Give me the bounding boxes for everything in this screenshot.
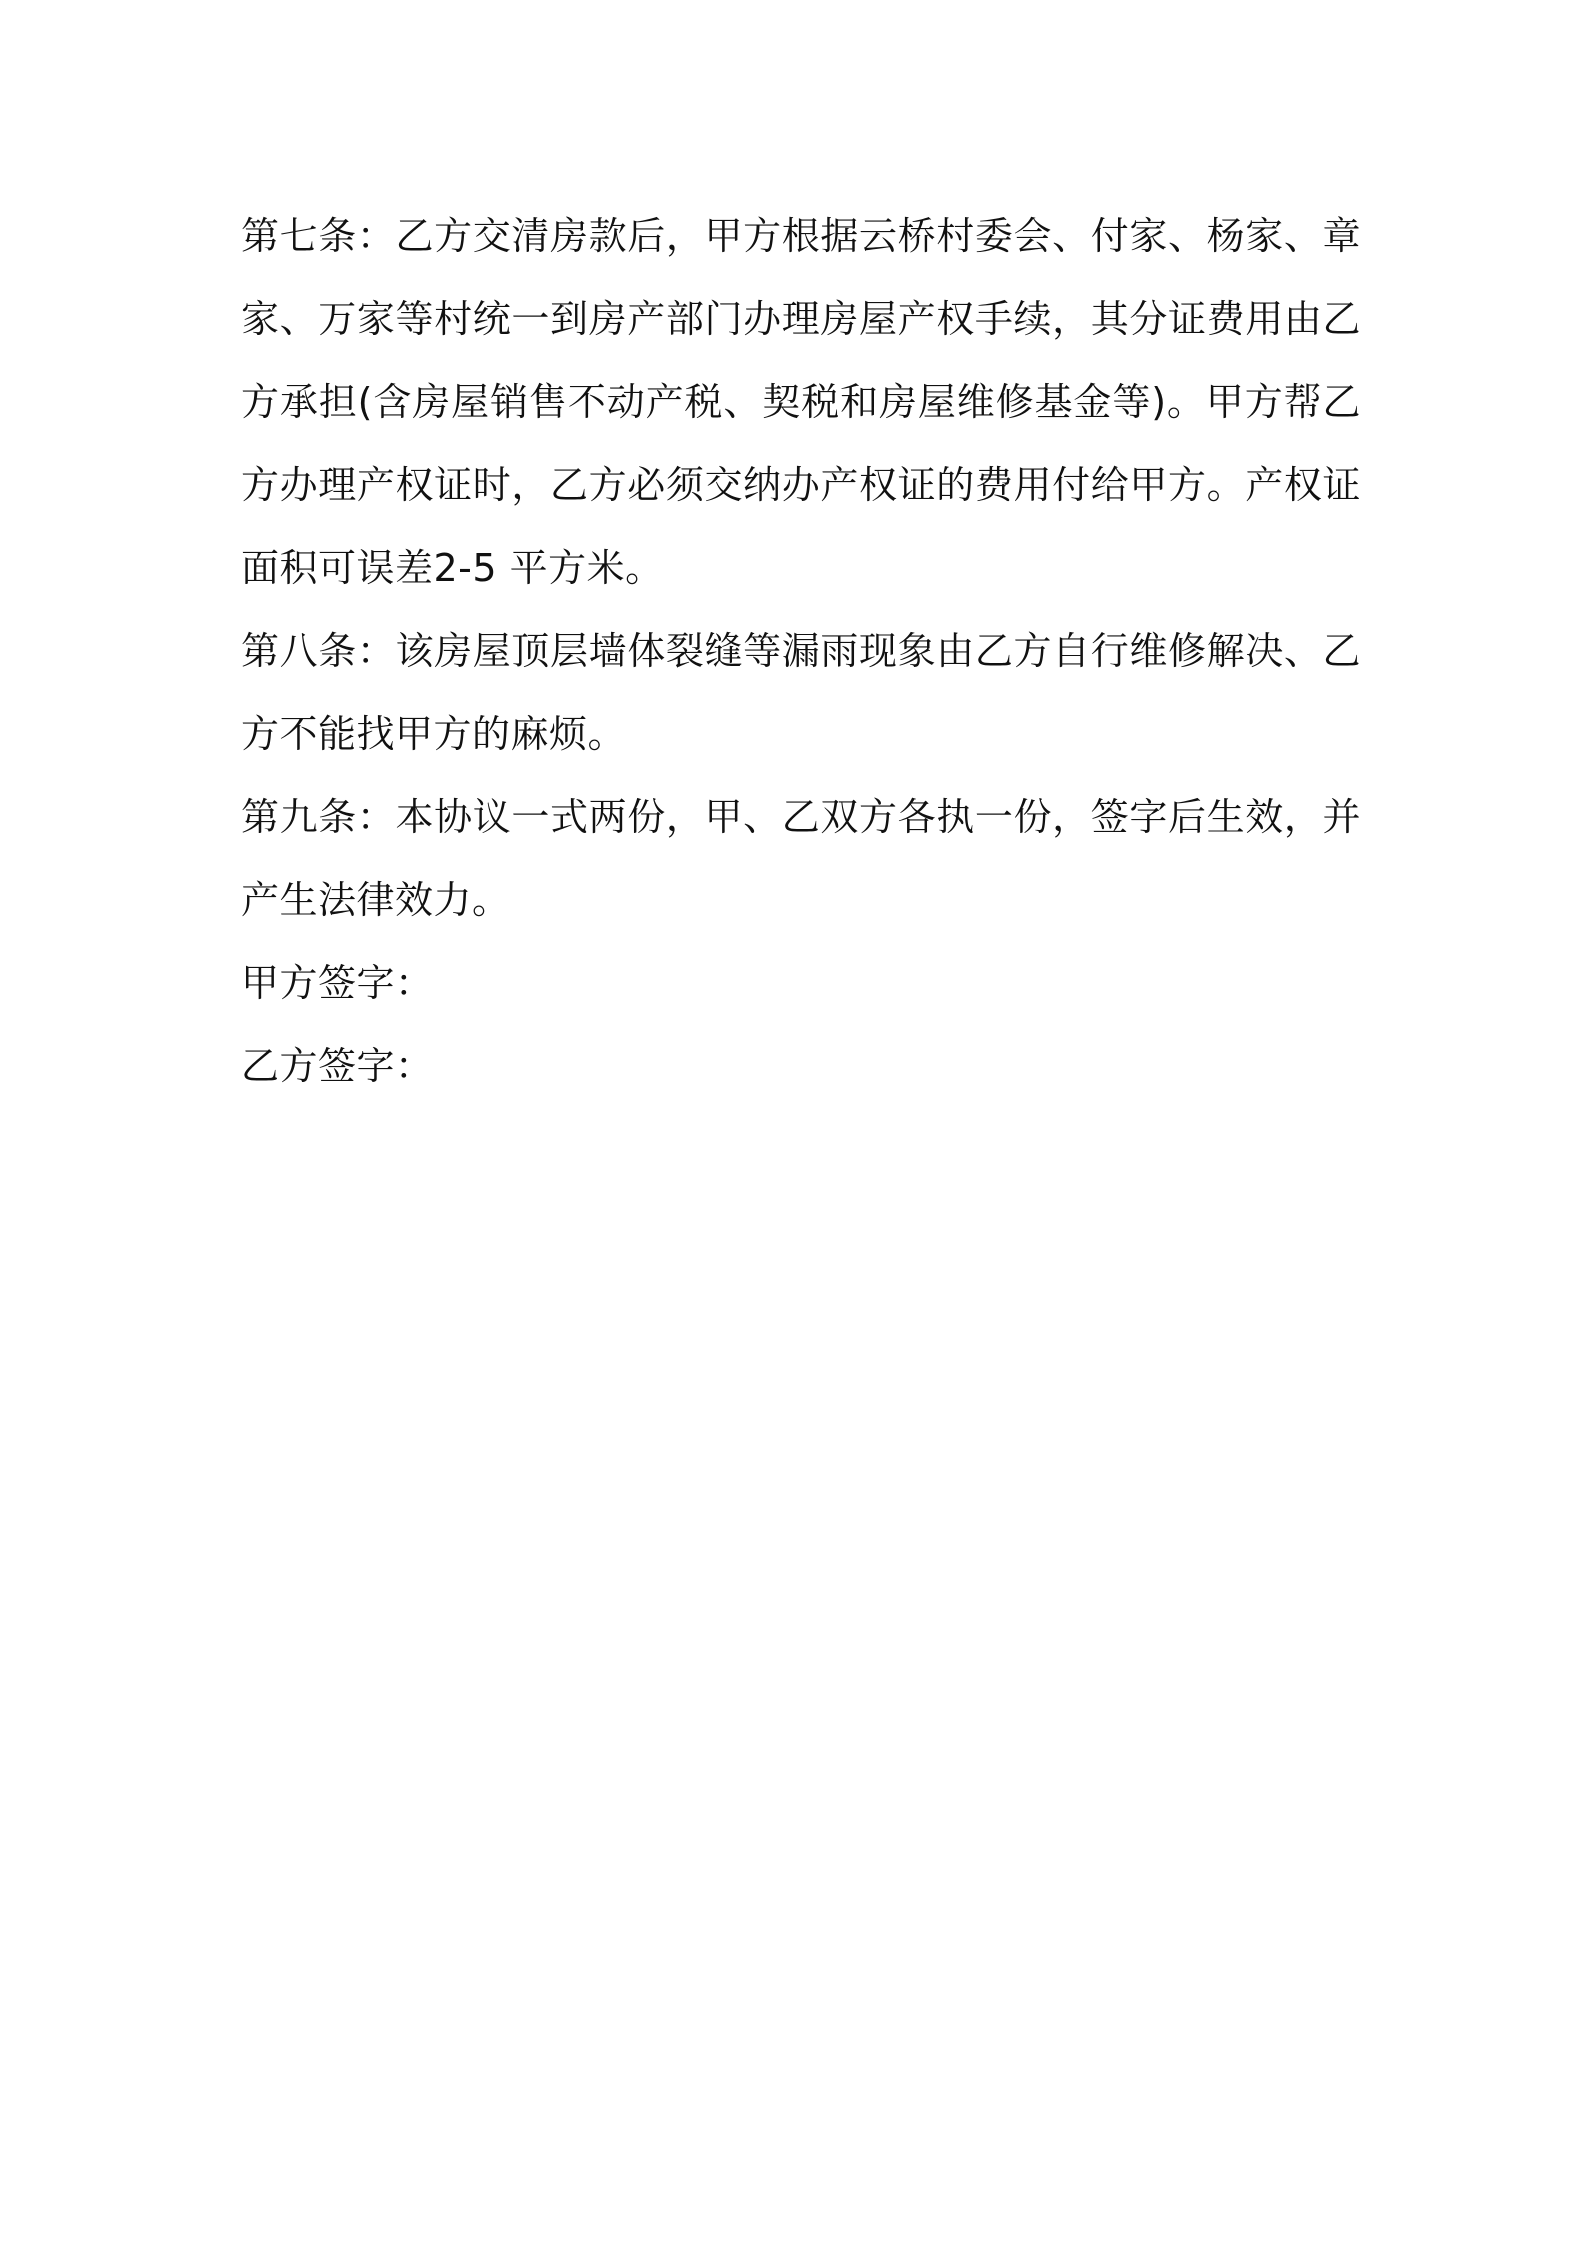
document-page xyxy=(241,195,1361,1108)
article-9: 第九条：本协议一式两份，甲、乙双方各执一份，签字后生效，并产生法律效力。 xyxy=(241,795,1361,922)
article-7: 第七条：乙方交清房款后，甲方根据云桥村委会、付家、杨家、章家、万家等村统一到房产部门办理房屋产权手续，其分证费用由乙方承担(含房屋销售不动产税、契税和房屋维修基金等)。甲方帮乙方办理产权证时，乙方必须交纳办产权证的费用付给甲方。产权证面积可误差2-5 平方米。 xyxy=(241,214,1361,590)
party-b-signature-label: 乙方签字： xyxy=(241,1044,434,1088)
party-a-signature-label: 甲方签字： xyxy=(241,961,434,1005)
article-8: 第八条：该房屋顶层墙体裂缝等漏雨现象由乙方自行维修解决、乙方不能找甲方的麻烦。 xyxy=(241,629,1361,756)
